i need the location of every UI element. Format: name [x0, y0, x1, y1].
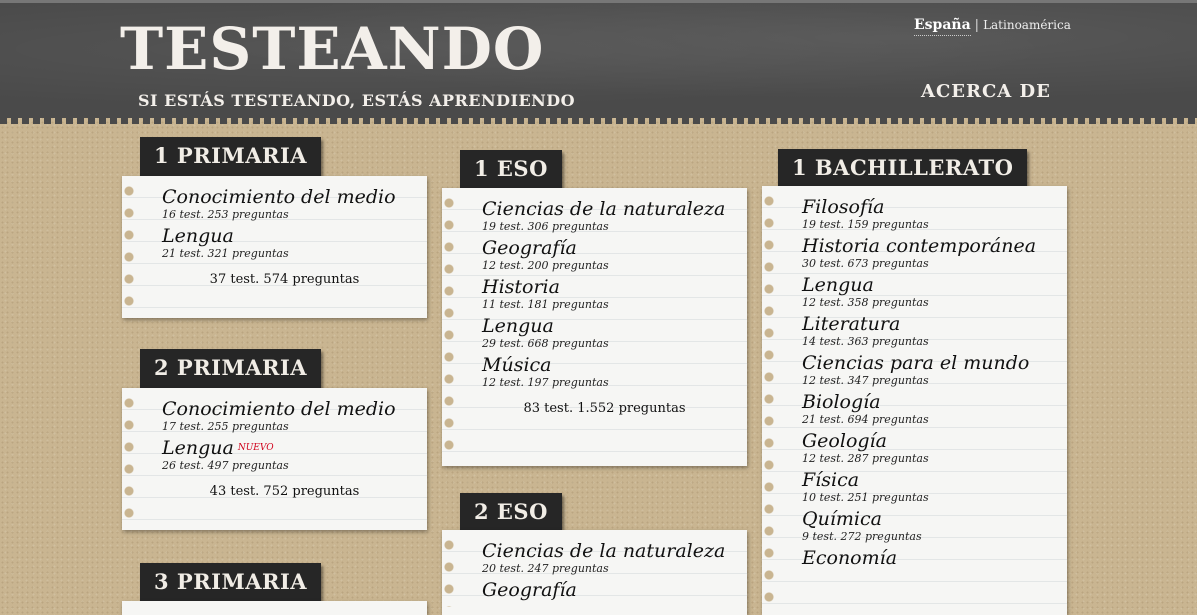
subject-stats: 9 test. 272 preguntas [802, 530, 922, 543]
subject-item[interactable] [802, 196, 1047, 231]
subject-name[interactable]: Biología [802, 391, 881, 413]
new-badge: NUEVO [237, 443, 274, 453]
section-total: 43 test. 752 preguntas [209, 484, 360, 499]
subject-stats: 21 test. 694 preguntas [802, 413, 929, 426]
subject-item[interactable] [482, 315, 727, 350]
subject-item[interactable] [802, 469, 1047, 504]
subject-name[interactable]: Literatura [802, 313, 901, 335]
subject-item[interactable] [482, 579, 727, 601]
subject-name[interactable]: Lengua [802, 274, 874, 296]
subject-card-2-eso [442, 530, 747, 615]
subject-stats: 12 test. 200 preguntas [482, 259, 609, 272]
section-label-1-eso[interactable]: 1 ESO [460, 150, 562, 190]
subject-stats: 21 test. 321 preguntas [162, 247, 289, 260]
subject-item[interactable] [162, 398, 407, 433]
subject-name[interactable]: Ciencias de la naturaleza [482, 540, 726, 562]
subject-name[interactable]: Economía [802, 547, 898, 569]
subject-stats: 14 test. 363 preguntas [802, 335, 929, 348]
subject-item[interactable] [482, 540, 727, 575]
subject-stats: 17 test. 255 preguntas [162, 420, 289, 433]
site-tagline: SI ESTÁS TESTEANDO, ESTÁS APRENDIENDO [138, 91, 576, 110]
subject-name[interactable]: Lengua [162, 225, 234, 247]
subject-stats: 12 test. 347 preguntas [802, 374, 929, 387]
subject-item[interactable] [802, 508, 1047, 543]
subject-stats: 11 test. 181 preguntas [482, 298, 609, 311]
locale-switcher [914, 17, 1071, 33]
section-total: 83 test. 1.552 preguntas [523, 401, 686, 416]
subject-item[interactable] [802, 391, 1047, 426]
subject-card-1-bachillerato [762, 186, 1067, 615]
subject-stats: 20 test. 247 preguntas [482, 562, 609, 575]
subject-item[interactable] [162, 225, 407, 260]
subject-name[interactable]: Conocimiento del medio [162, 186, 396, 208]
subject-name[interactable]: Lengua [482, 315, 554, 337]
subject-item[interactable] [802, 274, 1047, 309]
subject-item[interactable] [482, 354, 727, 389]
subject-name[interactable]: Geografía [482, 579, 577, 601]
subject-stats: 30 test. 673 preguntas [802, 257, 929, 270]
subject-name[interactable]: Música [482, 354, 552, 376]
section-total: 37 test. 574 preguntas [209, 272, 360, 287]
subject-name[interactable]: Historia [482, 276, 560, 298]
subject-stats: 10 test. 251 preguntas [802, 491, 929, 504]
subject-name[interactable]: Geografía [482, 237, 577, 259]
subject-stats: 12 test. 358 preguntas [802, 296, 929, 309]
subject-name[interactable]: Historia contemporánea [802, 235, 1037, 257]
subject-stats: 12 test. 197 preguntas [482, 376, 609, 389]
subject-item[interactable] [482, 276, 727, 311]
section-label-1-bachillerato[interactable]: 1 BACHILLERATO [778, 149, 1027, 189]
site-header [0, 0, 1197, 118]
subject-item[interactable] [162, 186, 407, 221]
subject-name[interactable]: Conocimiento del medio [162, 398, 396, 420]
subject-stats: 12 test. 287 preguntas [802, 452, 929, 465]
subject-item[interactable] [162, 437, 407, 472]
subject-stats: 26 test. 497 preguntas [162, 459, 289, 472]
subject-card-3-primaria [122, 601, 427, 615]
subject-stats: 29 test. 668 preguntas [482, 337, 609, 350]
subject-name[interactable]: Química [802, 508, 882, 530]
subject-item[interactable] [802, 313, 1047, 348]
subject-stats: 19 test. 159 preguntas [802, 218, 929, 231]
section-label-2-eso[interactable]: 2 ESO [460, 493, 562, 533]
subject-name-text[interactable]: Lengua [162, 437, 234, 459]
subject-item[interactable] [802, 352, 1047, 387]
locale-spain-link[interactable]: España [914, 17, 971, 36]
subject-name[interactable]: Filosofía [802, 196, 885, 218]
subject-item[interactable] [482, 237, 727, 272]
subject-item[interactable] [482, 198, 727, 233]
locale-separator: | [974, 18, 980, 33]
subject-name[interactable]: Ciencias de la naturaleza [482, 198, 726, 220]
subject-stats: 19 test. 306 preguntas [482, 220, 609, 233]
locale-latam-link[interactable]: Latinoamérica [983, 18, 1071, 32]
subject-stats: 16 test. 253 preguntas [162, 208, 289, 221]
subject-name[interactable]: Geología [802, 430, 887, 452]
section-label-1-primaria[interactable]: 1 PRIMARIA [140, 137, 321, 177]
subject-card-1-eso [442, 188, 747, 466]
subject-card-1-primaria [122, 176, 427, 318]
section-label-3-primaria[interactable]: 3 PRIMARIA [140, 563, 321, 603]
subject-name[interactable]: Física [802, 469, 860, 491]
subject-item[interactable] [802, 430, 1047, 465]
section-label-2-primaria[interactable]: 2 PRIMARIA [140, 349, 321, 389]
subject-name[interactable] [162, 437, 407, 459]
site-logo[interactable]: TESTEANDO [120, 15, 545, 83]
subject-card-2-primaria [122, 388, 427, 530]
subject-name[interactable]: Ciencias para el mundo [802, 352, 1030, 374]
subject-item[interactable] [802, 547, 1047, 569]
about-link[interactable]: ACERCA DE [921, 81, 1051, 102]
subject-item[interactable] [802, 235, 1047, 270]
